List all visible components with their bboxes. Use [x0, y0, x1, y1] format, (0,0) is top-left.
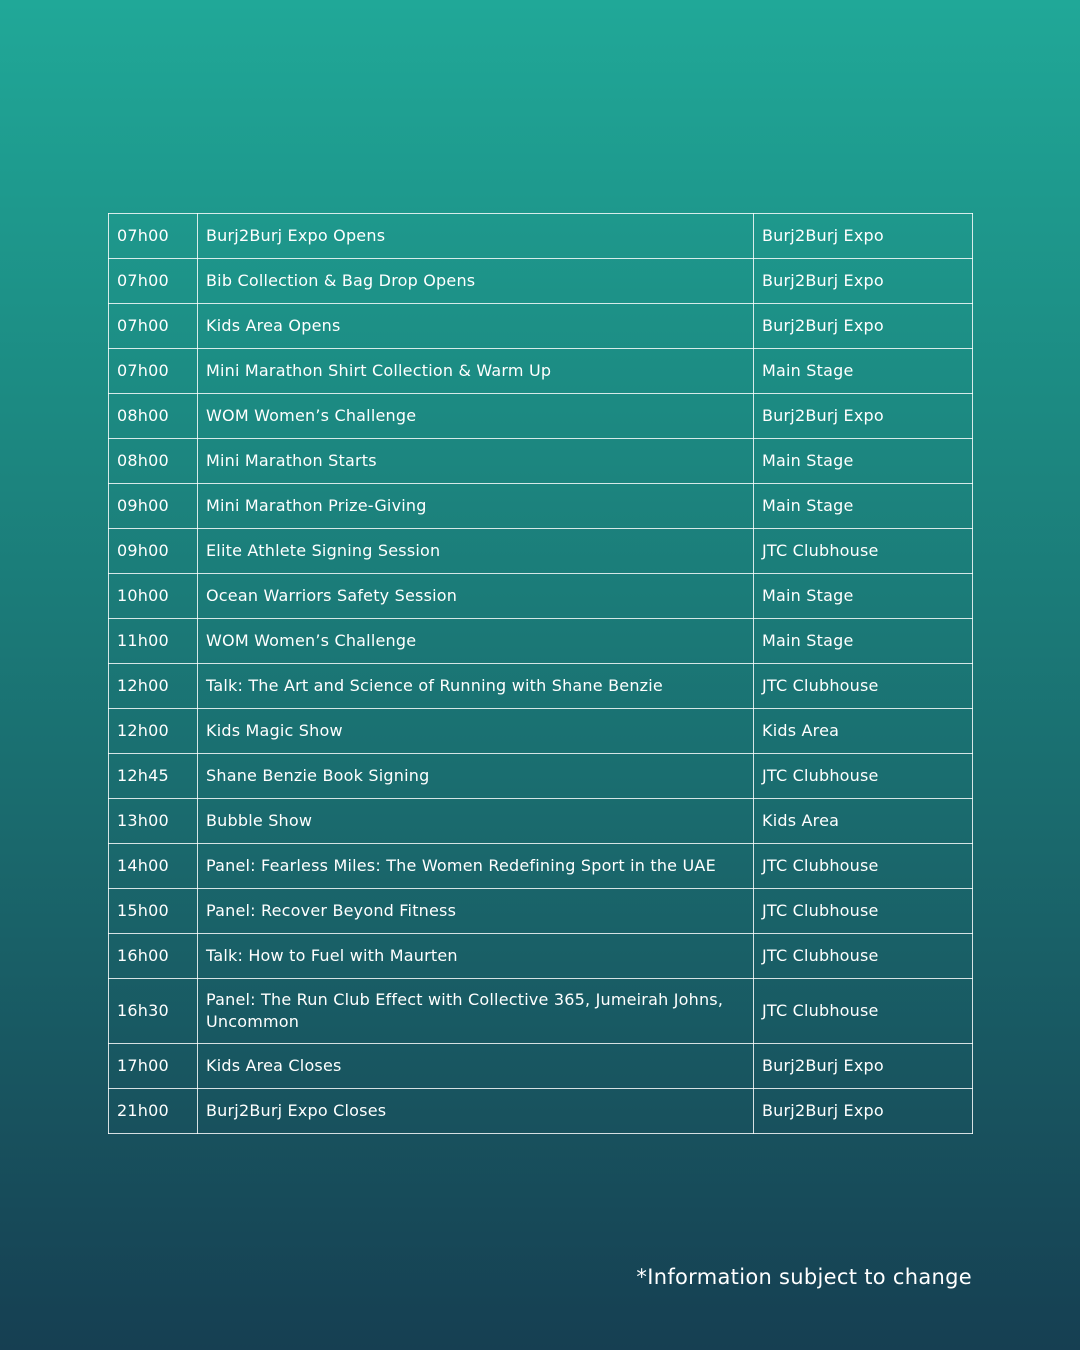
- location-cell: Kids Area: [754, 799, 973, 844]
- location-cell: Burj2Burj Expo: [754, 1089, 973, 1134]
- time-cell: 13h00: [109, 799, 198, 844]
- location-cell: Burj2Burj Expo: [754, 214, 973, 259]
- event-cell: Panel: Recover Beyond Fitness: [198, 889, 754, 934]
- event-cell: Talk: The Art and Science of Running with Shane Benzie: [198, 664, 754, 709]
- location-cell: JTC Clubhouse: [754, 844, 973, 889]
- table-row: [109, 304, 973, 349]
- table-row: [109, 394, 973, 439]
- table-row: [109, 259, 973, 304]
- table-row: [109, 574, 973, 619]
- time-cell: 07h00: [109, 349, 198, 394]
- event-cell: Talk: How to Fuel with Maurten: [198, 934, 754, 979]
- event-cell: Panel: The Run Club Effect with Collective 365, Jumeirah Johns, Uncommon: [198, 979, 754, 1044]
- time-cell: 11h00: [109, 619, 198, 664]
- time-cell: 21h00: [109, 1089, 198, 1134]
- event-cell: Panel: Fearless Miles: The Women Redefining Sport in the UAE: [198, 844, 754, 889]
- time-cell: 08h00: [109, 439, 198, 484]
- time-cell: 09h00: [109, 484, 198, 529]
- event-cell: Shane Benzie Book Signing: [198, 754, 754, 799]
- event-cell: Elite Athlete Signing Session: [198, 529, 754, 574]
- time-cell: 12h45: [109, 754, 198, 799]
- event-cell: WOM Women’s Challenge: [198, 619, 754, 664]
- table-row: [109, 214, 973, 259]
- table-row: [109, 709, 973, 754]
- time-cell: 17h00: [109, 1044, 198, 1089]
- time-cell: 16h30: [109, 979, 198, 1044]
- table-row: [109, 1089, 973, 1134]
- event-cell: Mini Marathon Prize-Giving: [198, 484, 754, 529]
- location-cell: JTC Clubhouse: [754, 529, 973, 574]
- event-cell: Bib Collection & Bag Drop Opens: [198, 259, 754, 304]
- time-cell: 10h00: [109, 574, 198, 619]
- table-row: [109, 934, 973, 979]
- time-cell: 07h00: [109, 259, 198, 304]
- location-cell: JTC Clubhouse: [754, 889, 973, 934]
- event-cell: WOM Women’s Challenge: [198, 394, 754, 439]
- time-cell: 12h00: [109, 709, 198, 754]
- location-cell: Main Stage: [754, 439, 973, 484]
- table-row: [109, 439, 973, 484]
- time-cell: 09h00: [109, 529, 198, 574]
- time-cell: 14h00: [109, 844, 198, 889]
- time-cell: 07h00: [109, 214, 198, 259]
- table-row: [109, 349, 973, 394]
- location-cell: Main Stage: [754, 484, 973, 529]
- location-cell: Main Stage: [754, 349, 973, 394]
- event-cell: Burj2Burj Expo Closes: [198, 1089, 754, 1134]
- location-cell: Burj2Burj Expo: [754, 394, 973, 439]
- event-cell: Kids Area Opens: [198, 304, 754, 349]
- table-row: [109, 889, 973, 934]
- location-cell: Burj2Burj Expo: [754, 259, 973, 304]
- location-cell: Kids Area: [754, 709, 973, 754]
- table-row: [109, 619, 973, 664]
- event-cell: Ocean Warriors Safety Session: [198, 574, 754, 619]
- location-cell: Burj2Burj Expo: [754, 1044, 973, 1089]
- location-cell: JTC Clubhouse: [754, 934, 973, 979]
- schedule-table: [108, 213, 973, 1134]
- location-cell: Main Stage: [754, 619, 973, 664]
- event-cell: Mini Marathon Starts: [198, 439, 754, 484]
- time-cell: 12h00: [109, 664, 198, 709]
- table-row: [109, 844, 973, 889]
- time-cell: 15h00: [109, 889, 198, 934]
- event-cell: Mini Marathon Shirt Collection & Warm Up: [198, 349, 754, 394]
- table-row: [109, 664, 973, 709]
- table-row: [109, 529, 973, 574]
- location-cell: JTC Clubhouse: [754, 979, 973, 1044]
- table-row: [109, 754, 973, 799]
- table-row: [109, 484, 973, 529]
- event-cell: Burj2Burj Expo Opens: [198, 214, 754, 259]
- location-cell: JTC Clubhouse: [754, 754, 973, 799]
- location-cell: Main Stage: [754, 574, 973, 619]
- table-row: [109, 979, 973, 1044]
- location-cell: JTC Clubhouse: [754, 664, 973, 709]
- event-cell: Bubble Show: [198, 799, 754, 844]
- table-row: [109, 1044, 973, 1089]
- event-cell: Kids Area Closes: [198, 1044, 754, 1089]
- time-cell: 07h00: [109, 304, 198, 349]
- time-cell: 08h00: [109, 394, 198, 439]
- event-cell: Kids Magic Show: [198, 709, 754, 754]
- time-cell: 16h00: [109, 934, 198, 979]
- disclaimer-text: *Information subject to change: [636, 1265, 972, 1289]
- location-cell: Burj2Burj Expo: [754, 304, 973, 349]
- table-row: [109, 799, 973, 844]
